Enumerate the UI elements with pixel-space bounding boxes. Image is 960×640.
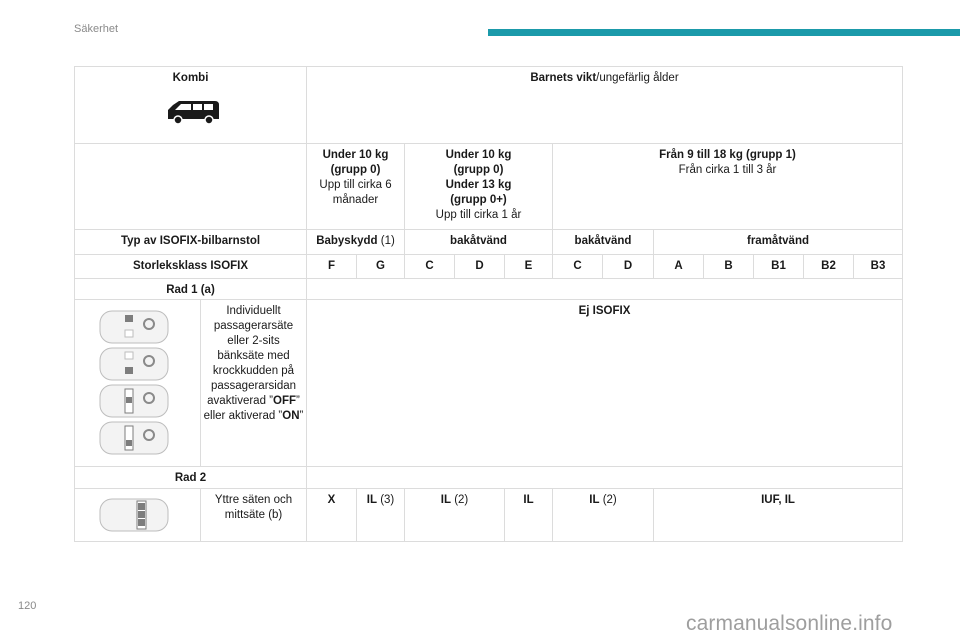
size-class: F <box>307 255 357 279</box>
size-class: D <box>455 255 505 279</box>
rad1-label: Rad 1 (a) <box>75 279 307 300</box>
size-class: B3 <box>854 255 903 279</box>
page-number: 120 <box>18 600 37 612</box>
size-class: C <box>405 255 455 279</box>
groups-empty <box>75 144 307 230</box>
rad2-value: IL (2) <box>405 489 505 542</box>
size-label: Storleksklass ISOFIX <box>75 255 307 279</box>
seat-diagram-icon <box>99 310 169 344</box>
type-fram: framåtvänd <box>654 230 903 255</box>
rad2-value: IL (3) <box>357 489 405 542</box>
size-class: D <box>603 255 654 279</box>
type-bak-2: bakåtvänd <box>553 230 654 255</box>
rad1-desc: Individuellt passagerarsäte eller 2-sits bänksäte med krockkudden på passagerarsidan avaktiverad ”OFF” eller aktiverad ”ON” <box>201 300 307 467</box>
rad2-desc: Yttre säten och mittsäte (b) <box>201 489 307 542</box>
group-2: Under 10 kg (grupp 0) Under 13 kg (grupp 0+) Upp till cirka 1 år <box>405 144 553 230</box>
section-title: Säkerhet <box>74 23 119 35</box>
seat-diagram-icon <box>99 347 169 381</box>
size-class: E <box>505 255 553 279</box>
size-class: B <box>704 255 754 279</box>
type-label: Typ av ISOFIX-bilbarnstol <box>75 230 307 255</box>
watermark: carmanualsonline.info <box>686 612 893 635</box>
vehicle-cell <box>75 67 307 144</box>
group-3: Från 9 till 18 kg (grupp 1) Från cirka 1 till 3 år <box>553 144 903 230</box>
rad2-value: IUF, IL <box>654 489 903 542</box>
size-class: A <box>654 255 704 279</box>
weight-header: Barnets vikt/ungefärlig ålder <box>307 67 903 144</box>
rad2-label: Rad 2 <box>75 467 307 489</box>
isofix-table <box>74 66 903 542</box>
size-class: G <box>357 255 405 279</box>
rad2-value: IL <box>505 489 553 542</box>
group-1: Under 10 kg (grupp 0) Upp till cirka 6 månader <box>307 144 405 230</box>
rad1-value: Ej ISOFIX <box>307 300 903 467</box>
type-bak-1: bakåtvänd <box>405 230 553 255</box>
size-class: B2 <box>804 255 854 279</box>
size-class: B1 <box>754 255 804 279</box>
seat-diagram-icon <box>99 384 169 418</box>
rad1-label-empty <box>307 279 903 300</box>
seat-diagram-icon <box>99 498 169 532</box>
van-icon <box>165 98 221 126</box>
rad2-value: X <box>307 489 357 542</box>
rad2-icon-cell <box>75 489 201 542</box>
seat-diagram-icon <box>99 421 169 455</box>
rad2-value: IL (2) <box>553 489 654 542</box>
rad1-icons-cell <box>75 300 201 467</box>
accent-bar <box>488 29 960 36</box>
size-class: C <box>553 255 603 279</box>
rad2-label-empty <box>307 467 903 489</box>
vehicle-label: Kombi <box>172 72 209 84</box>
type-babyskydd: Babyskydd (1) <box>307 230 405 255</box>
